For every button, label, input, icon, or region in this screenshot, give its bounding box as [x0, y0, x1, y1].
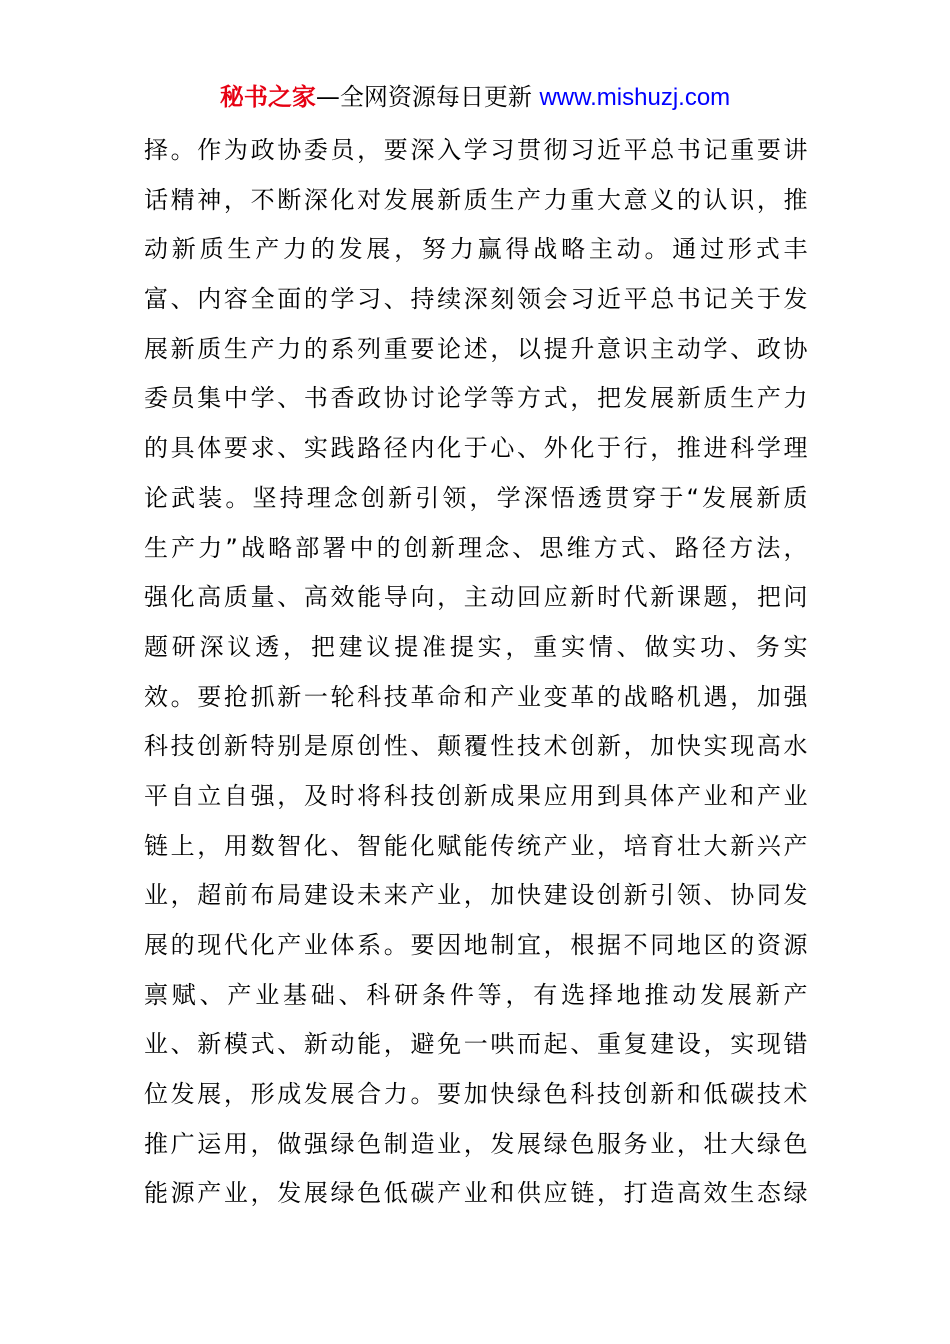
- text-line: 话精神，不断深化对发展新质生产力重大意义的认识，推: [144, 185, 808, 214]
- text-line: 业、新模式、新动能，避免一哄而起、重复建设，实现错: [144, 1030, 808, 1059]
- text-line: 论武装。坚持理念创新引领，学深悟透贯穿于“发展新质: [144, 483, 808, 512]
- text-line: 推广运用，做强绿色制造业，发展绿色服务业，壮大绿色: [144, 1129, 808, 1158]
- text-line: 科技创新特别是原创性、颠覆性技术创新，加快实现高水: [144, 732, 808, 761]
- document-body: [144, 126, 808, 1219]
- text-line: 链上，用数智化、智能化赋能传统产业，培育壮大新兴产: [144, 831, 808, 860]
- text-line: 展新质生产力的系列重要论述，以提升意识主动学、政协: [144, 334, 808, 363]
- text-line: 的具体要求、实践路径内化于心、外化于行，推进科学理: [144, 434, 808, 463]
- text-line: 展的现代化产业体系。要因地制宜，根据不同地区的资源: [144, 931, 808, 959]
- text-line: 能源产业，发展绿色低碳产业和供应链，打造高效生态绿: [144, 1179, 808, 1208]
- text-line: 动新质生产力的发展，努力赢得战略主动。通过形式丰: [144, 235, 808, 264]
- text-line: 委员集中学、书香政协讨论学等方式，把发展新质生产力: [144, 384, 808, 413]
- text-line: 择。作为政协委员，要深入学习贯彻习近平总书记重要讲: [144, 136, 808, 164]
- text-line: 业，超前布局建设未来产业，加快建设创新引领、协同发: [144, 881, 808, 910]
- text-line: 富、内容全面的学习、持续深刻领会习近平总书记关于发: [144, 285, 808, 314]
- text-line: 位发展，形成发展合力。要加快绿色科技创新和低碳技术: [144, 1080, 808, 1109]
- site-url-link[interactable]: www.mishuzj.com: [539, 84, 731, 111]
- text-line: 题研深议透，把建议提准提实，重实情、做实功、务实: [144, 632, 808, 661]
- text-line: 平自立自强，及时将科技创新成果应用到具体产业和产业: [144, 781, 808, 810]
- site-header: [0, 80, 950, 115]
- site-tagline: —全网资源每日更新: [315, 83, 540, 111]
- text-line: 效。要抢抓新一轮科技革命和产业变革的战略机遇，加强: [144, 682, 808, 711]
- site-brand: 秘书之家: [219, 83, 316, 111]
- text-line: 禀赋、产业基础、科研条件等，有选择地推动发展新产: [144, 980, 808, 1009]
- text-line: 生产力”战略部署中的创新理念、思维方式、路径方法，: [144, 533, 808, 562]
- text-line: 强化高质量、高效能导向，主动回应新时代新课题，把问: [144, 583, 808, 612]
